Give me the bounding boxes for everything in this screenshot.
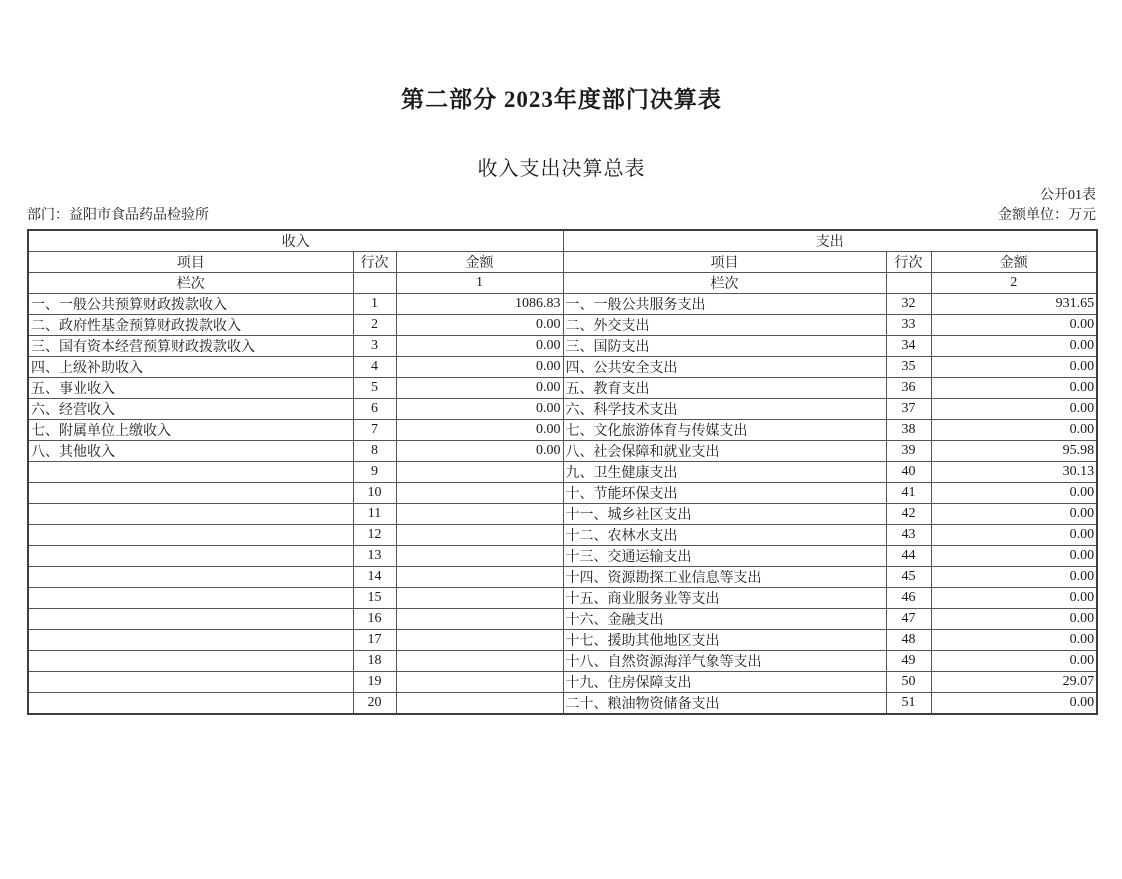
expense-line-cell: 39 [886,440,931,461]
section-header-row [28,230,1097,252]
income-line-cell: 16 [353,608,396,629]
expense-amount-cell: 0.00 [931,524,1097,545]
expense-line-cell: 41 [886,482,931,503]
expense-line-cell: 36 [886,377,931,398]
income-line-cell: 3 [353,335,396,356]
table-row [28,356,1097,377]
expense-item-cell: 十九、住房保障支出 [563,671,886,692]
expense-amount-cell: 0.00 [931,545,1097,566]
income-item-cell [28,587,353,608]
page-title: 第二部分 2023年度部门决算表 [401,87,722,112]
income-line-cell: 10 [353,482,396,503]
income-item-cell [28,671,353,692]
expense-column-index-label: 栏次 [563,272,886,293]
expense-item-cell: 二十、粮油物资储备支出 [563,692,886,714]
income-item-cell: 五、事业收入 [28,377,353,398]
income-line-cell: 14 [353,566,396,587]
table-row [28,482,1097,503]
income-amount-cell [396,629,563,650]
expense-amount-cell: 29.07 [931,671,1097,692]
expense-item-cell: 十四、资源勘探工业信息等支出 [563,566,886,587]
income-line-cell: 11 [353,503,396,524]
income-column-index: 1 [396,272,563,293]
income-amount-cell: 0.00 [396,335,563,356]
expense-line-cell: 42 [886,503,931,524]
income-item-cell [28,503,353,524]
income-col-item-header: 项目 [28,251,353,272]
expense-item-cell: 十五、商业服务业等支出 [563,587,886,608]
expense-amount-cell: 0.00 [931,503,1097,524]
income-line-cell: 1 [353,293,396,314]
expense-line-cell: 37 [886,398,931,419]
income-amount-cell [396,692,563,714]
income-column-index-label: 栏次 [28,272,353,293]
expense-col-line-header: 行次 [886,251,931,272]
expense-section-header: 支出 [563,230,1097,252]
income-line-cell: 4 [353,356,396,377]
expense-line-cell: 45 [886,566,931,587]
income-line-cell: 2 [353,314,396,335]
income-amount-cell [396,566,563,587]
income-amount-cell [396,461,563,482]
income-amount-cell [396,503,563,524]
expense-item-cell: 九、卫生健康支出 [563,461,886,482]
expense-line-cell: 50 [886,671,931,692]
expense-item-cell: 四、公共安全支出 [563,356,886,377]
expense-line-cell: 48 [886,629,931,650]
table-row [28,608,1097,629]
expense-line-cell: 43 [886,524,931,545]
income-item-cell [28,692,353,714]
expense-item-cell: 十三、交通运输支出 [563,545,886,566]
expense-amount-cell: 0.00 [931,608,1097,629]
column-index-row [28,272,1097,293]
expense-item-cell: 十一、城乡社区支出 [563,503,886,524]
expense-amount-cell: 0.00 [931,587,1097,608]
unit-label: 金额单位：万元 [998,207,1096,223]
income-item-cell [28,650,353,671]
table-row [28,314,1097,335]
income-amount-cell [396,650,563,671]
expense-item-cell: 五、教育支出 [563,377,886,398]
table-code-label: 公开01表 [1040,187,1096,203]
income-item-cell [28,566,353,587]
income-item-cell: 二、政府性基金预算财政拨款收入 [28,314,353,335]
column-header-row [28,251,1097,272]
expense-line-cell: 49 [886,650,931,671]
expense-item-cell: 十二、农林水支出 [563,524,886,545]
expense-amount-cell: 95.98 [931,440,1097,461]
expense-item-cell: 六、科学技术支出 [563,398,886,419]
table-row [28,503,1097,524]
income-amount-cell [396,587,563,608]
expense-line-blank-cell [886,272,931,293]
table-row [28,545,1097,566]
table-row [28,650,1097,671]
income-amount-cell [396,524,563,545]
expense-line-cell: 38 [886,419,931,440]
income-line-cell: 19 [353,671,396,692]
expense-col-amount-header: 金额 [931,251,1097,272]
table-row [28,293,1097,314]
income-line-cell: 8 [353,440,396,461]
expense-item-cell: 十八、自然资源海洋气象等支出 [563,650,886,671]
income-section-header: 收入 [28,230,563,252]
income-item-cell: 七、附属单位上缴收入 [28,419,353,440]
expense-amount-cell: 0.00 [931,398,1097,419]
income-item-cell [28,545,353,566]
expense-col-item-header: 项目 [563,251,886,272]
income-item-cell [28,482,353,503]
income-amount-cell [396,545,563,566]
income-line-cell: 17 [353,629,396,650]
expense-column-index: 2 [931,272,1097,293]
income-amount-cell: 0.00 [396,377,563,398]
income-line-cell: 20 [353,692,396,714]
expense-line-cell: 44 [886,545,931,566]
expense-line-cell: 51 [886,692,931,714]
income-item-cell [28,524,353,545]
department-label: 部门：益阳市食品药品检验所 [27,207,209,223]
expense-amount-cell: 30.13 [931,461,1097,482]
table-row [28,398,1097,419]
expense-line-cell: 40 [886,461,931,482]
income-amount-cell: 0.00 [396,356,563,377]
expense-line-cell: 34 [886,335,931,356]
income-line-cell: 12 [353,524,396,545]
table-row [28,587,1097,608]
income-amount-cell [396,671,563,692]
table-title: 收入支出决算总表 [477,157,646,180]
income-line-cell: 5 [353,377,396,398]
expense-item-cell: 一、一般公共服务支出 [563,293,886,314]
table-row [28,440,1097,461]
income-line-cell: 7 [353,419,396,440]
income-line-cell: 9 [353,461,396,482]
income-amount-cell: 0.00 [396,398,563,419]
income-item-cell [28,461,353,482]
expense-line-cell: 35 [886,356,931,377]
income-item-cell: 四、上级补助收入 [28,356,353,377]
expense-line-cell: 46 [886,587,931,608]
income-amount-cell: 0.00 [396,419,563,440]
expense-line-cell: 47 [886,608,931,629]
expense-amount-cell: 0.00 [931,692,1097,714]
income-expense-summary-table [27,229,1098,715]
expense-item-cell: 十七、援助其他地区支出 [563,629,886,650]
expense-amount-cell: 0.00 [931,335,1097,356]
expense-item-cell: 七、文化旅游体育与传媒支出 [563,419,886,440]
expense-item-cell: 三、国防支出 [563,335,886,356]
expense-amount-cell: 931.65 [931,293,1097,314]
income-amount-cell [396,608,563,629]
income-item-cell: 八、其他收入 [28,440,353,461]
table-row [28,566,1097,587]
income-col-line-header: 行次 [353,251,396,272]
expense-item-cell: 十、节能环保支出 [563,482,886,503]
expense-item-cell: 二、外交支出 [563,314,886,335]
income-col-amount-header: 金额 [396,251,563,272]
table-row [28,692,1097,714]
expense-item-cell: 八、社会保障和就业支出 [563,440,886,461]
table-row [28,461,1097,482]
table-row [28,419,1097,440]
income-line-blank-cell [353,272,396,293]
income-amount-cell: 0.00 [396,314,563,335]
expense-amount-cell: 0.00 [931,650,1097,671]
income-line-cell: 13 [353,545,396,566]
income-item-cell: 三、国有资本经营预算财政拨款收入 [28,335,353,356]
table-row [28,335,1097,356]
income-item-cell: 一、一般公共预算财政拨款收入 [28,293,353,314]
income-line-cell: 15 [353,587,396,608]
income-item-cell: 六、经营收入 [28,398,353,419]
table-row [28,377,1097,398]
table-row [28,524,1097,545]
income-line-cell: 18 [353,650,396,671]
expense-amount-cell: 0.00 [931,377,1097,398]
document-page [0,86,1122,879]
expense-amount-cell: 0.00 [931,566,1097,587]
table-row [28,671,1097,692]
expense-amount-cell: 0.00 [931,314,1097,335]
expense-item-cell: 十六、金融支出 [563,608,886,629]
expense-line-cell: 33 [886,314,931,335]
expense-amount-cell: 0.00 [931,419,1097,440]
expense-amount-cell: 0.00 [931,482,1097,503]
expense-amount-cell: 0.00 [931,629,1097,650]
income-amount-cell: 0.00 [396,440,563,461]
table-row [28,629,1097,650]
expense-amount-cell: 0.00 [931,356,1097,377]
income-amount-cell [396,482,563,503]
table-meta-row [27,207,1096,224]
income-line-cell: 6 [353,398,396,419]
expense-line-cell: 32 [886,293,931,314]
income-item-cell [28,608,353,629]
income-item-cell [28,629,353,650]
income-amount-cell: 1086.83 [396,293,563,314]
